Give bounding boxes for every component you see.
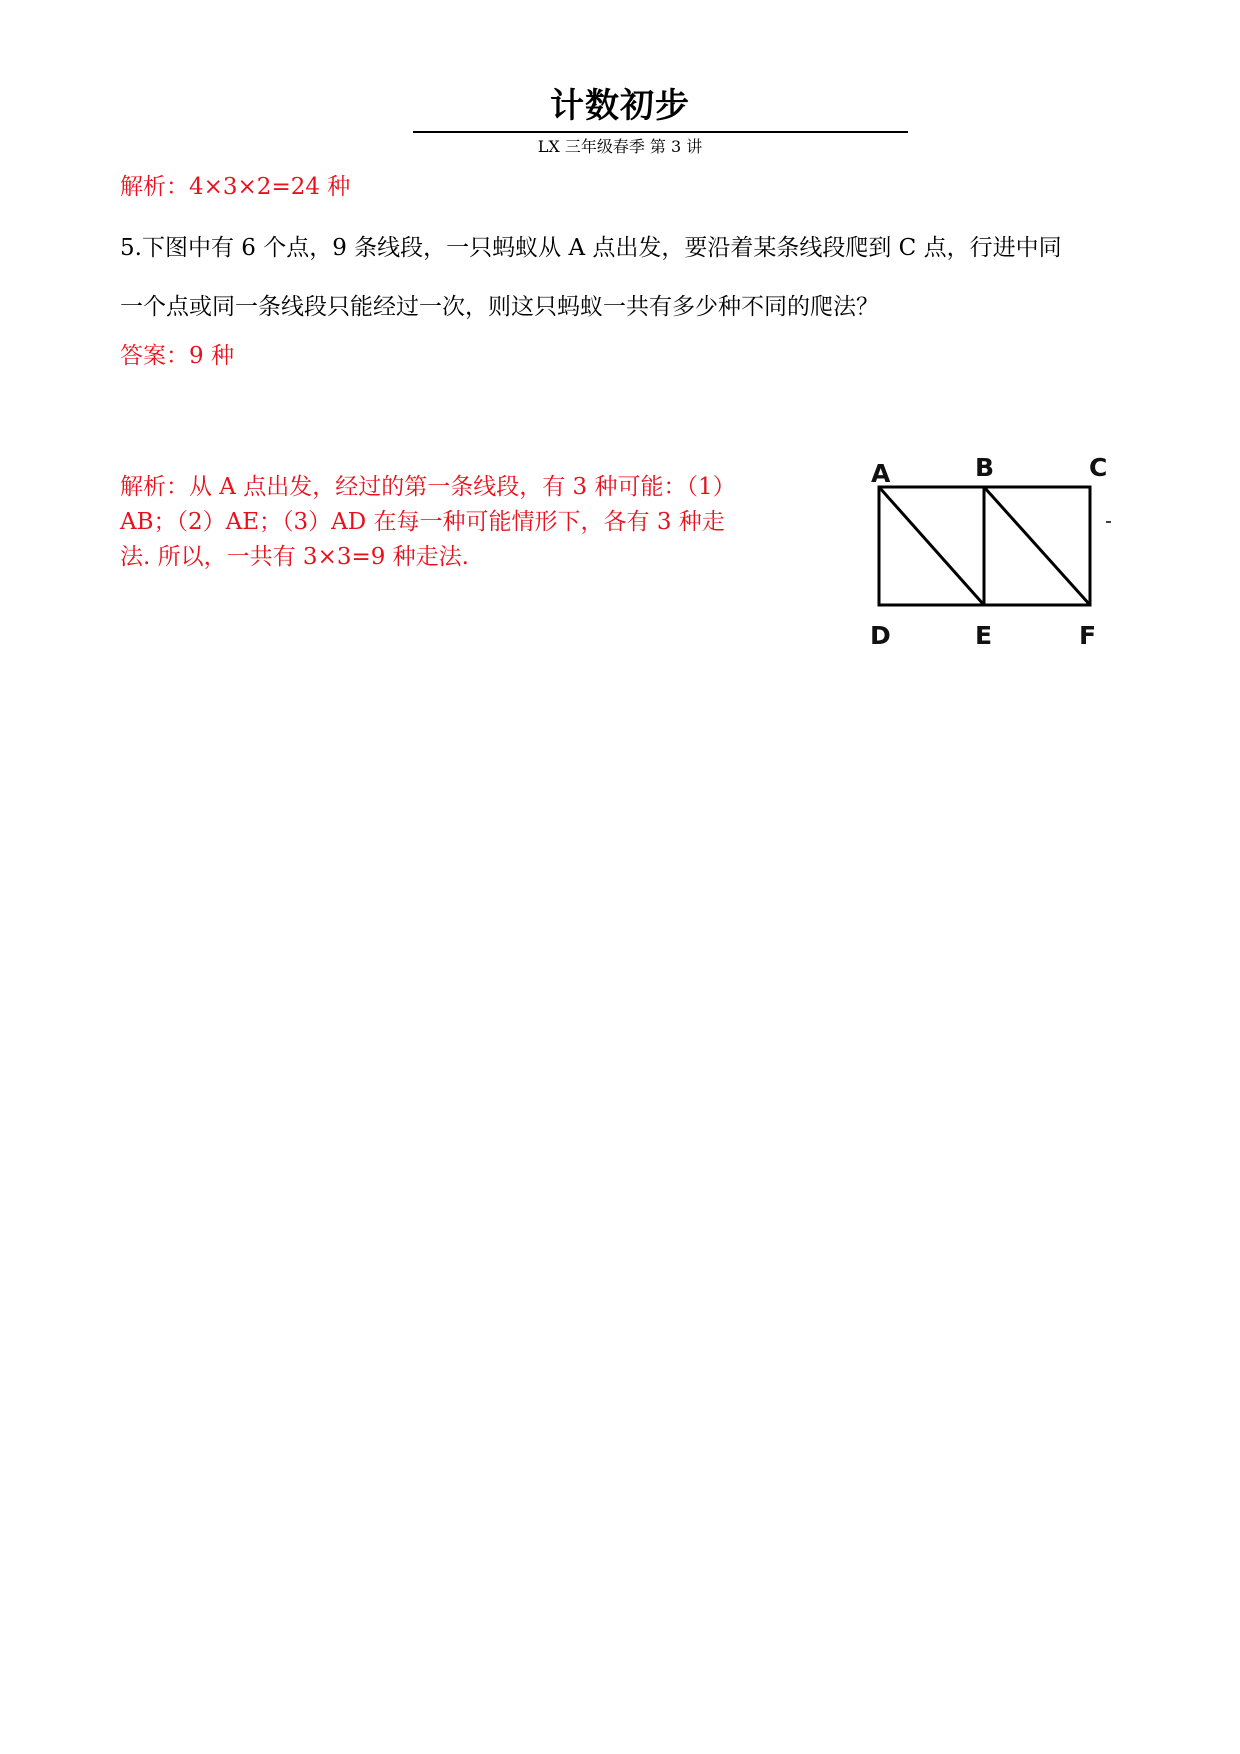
segment-ae <box>879 487 984 605</box>
header-rule <box>413 131 908 133</box>
label-a: A <box>871 459 891 488</box>
answer-text: 答案：9 种 <box>120 343 234 369</box>
previous-analysis: 解析：4×3×2=24 种 <box>120 174 351 200</box>
label-f: F <box>1079 621 1097 650</box>
question-line-1: 5.下图中有 6 个点，9 条线段，一只蚂蚁从 A 点出发，要沿着某条线段爬到 C 点，行进中同 <box>120 235 1062 261</box>
analysis-line-1: 解析：从 A 点出发，经过的第一条线段，有 3 种可能：（1） <box>120 474 736 500</box>
label-c: C <box>1089 453 1108 482</box>
analysis-line-3: 法. 所以，一共有 3×3=9 种走法. <box>120 544 469 570</box>
geometry-figure <box>868 452 1130 658</box>
segment-bf <box>984 487 1090 605</box>
page-title: 计数初步 <box>550 86 690 126</box>
header-subtitle: LX 三年级春季 第 3 讲 <box>537 137 703 156</box>
label-d: D <box>870 621 891 650</box>
analysis-paragraph <box>120 470 830 575</box>
label-e: E <box>975 621 993 650</box>
analysis-line-2: AB；（2）AE；（3）AD 在每一种可能情形下，各有 3 种走 <box>120 509 725 535</box>
label-b: B <box>975 453 995 482</box>
question-line-2: 一个点或同一条线段只能经过一次，则这只蚂蚁一共有多少种不同的爬法？ <box>120 294 879 320</box>
figure-svg <box>868 452 1130 658</box>
